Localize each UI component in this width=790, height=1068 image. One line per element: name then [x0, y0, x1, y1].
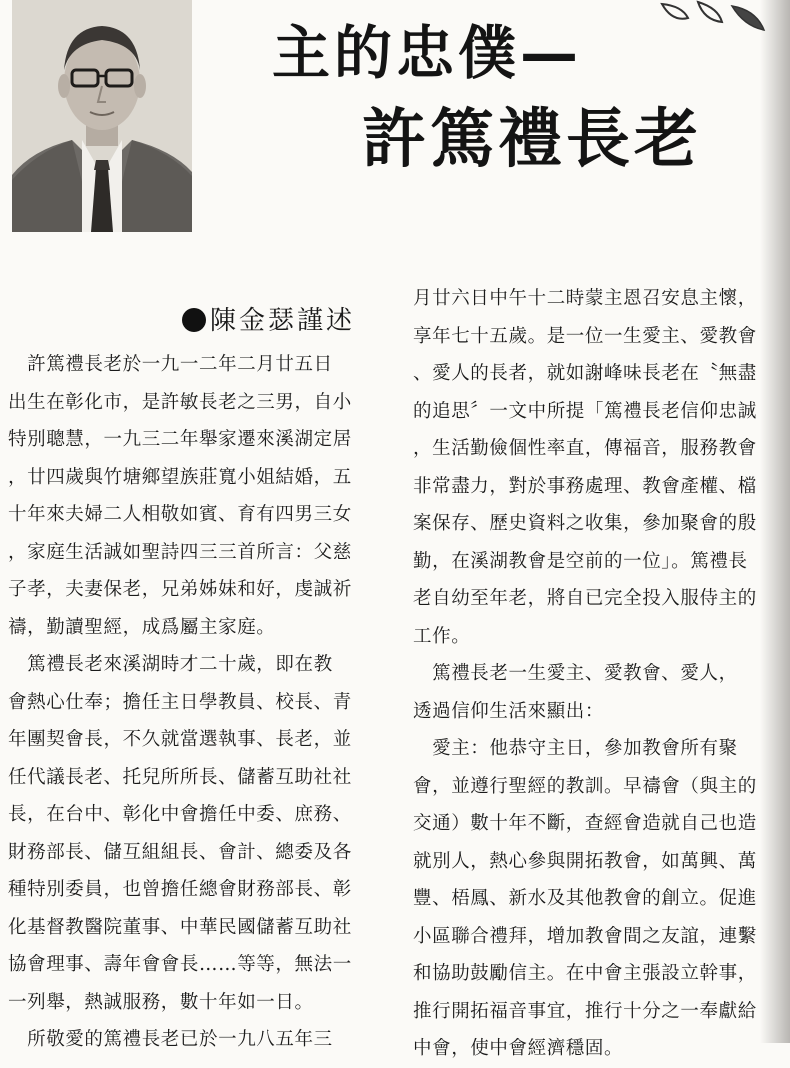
text-line: 任代議長老、托兒所所長、儲蓄互助社社 [8, 766, 352, 788]
text-line: 一列舉，熱誠服務，數十年如一日。 [8, 991, 314, 1013]
right-column [413, 280, 785, 1068]
text-line: 小區聯合禮拜，增加教會間之友誼，連繫 [413, 925, 757, 947]
byline [182, 300, 355, 337]
text-line: 禱，勤讀聖經，成爲屬主家庭。 [8, 616, 276, 638]
text-line: 出生在彰化市，是許敏長老之三男，自小 [8, 391, 352, 413]
text-line: 勤，在溪湖教會是空前的一位」。篤禮長 [413, 550, 748, 572]
text-line: ，家庭生活誠如聖詩四三三首所言：父慈 [8, 541, 352, 563]
text-line: 子孝，夫妻保老，兄弟姊妹和好，虔誠祈 [8, 579, 352, 600]
text-line: ，廿四歲與竹塘鄉望族莊寬小姐結婚，五 [8, 466, 352, 488]
text-line: ，生活勤儉個性率直，傳福音，服務教會 [413, 438, 757, 459]
text-line: 非常盡力，對於事務處理、教會產權、檔 [413, 475, 757, 497]
text-line: 年團契會長，不久就當選執事、長老，並 [8, 729, 352, 750]
text-line: 老自幼至年老，將自已完全投入服侍主的 [413, 588, 757, 609]
text-line: 篤禮長老來溪湖時才二十歲，即在教 [8, 654, 333, 675]
text-line: 就別人，熱心參與開拓教會，如萬興、萬 [413, 850, 757, 872]
text-line: 中會，使中會經濟穩固。 [413, 1038, 624, 1059]
text-line: 豐、梧鳳、新水及其他教會的創立。促進 [413, 888, 757, 909]
left-column [8, 346, 370, 1059]
text-line: 交通）數十年不斷，查經會造就自己也造 [413, 813, 757, 834]
text-line: 特別聰慧，一九三二年舉家遷來溪湖定居 [8, 429, 352, 450]
text-line: 和協助鼓勵信主。在中會主張設立幹事， [413, 963, 757, 984]
text-line: 種特別委員，也曾擔任總會財務部長、彰 [8, 879, 352, 900]
text-line: 會，並遵行聖經的教訓。早禱會（與主的 [413, 775, 757, 797]
text-line: 工作。 [413, 625, 471, 647]
text-line: 十年來夫婦二人相敬如賓、育有四男三女 [8, 504, 352, 525]
text-line: 協會理事、壽年會會長……等等，無法一 [8, 954, 352, 975]
leaf-ornament [652, 0, 772, 40]
portrait-image [12, 0, 192, 232]
text-line: 篤禮長老一生愛主、愛教會、愛人， [413, 663, 738, 684]
bullet-dot-icon [182, 308, 206, 332]
title-line-2: 許篤禮長老 [362, 103, 702, 177]
text-line: 化基督教醫院董事、中華民國儲蓄互助社 [8, 916, 352, 938]
text-line: 許篤禮長老於一九一二年二月廿五日 [8, 354, 333, 375]
text-line: 享年七十五歲。是一位一生愛主、愛教會 [413, 325, 757, 347]
title-line-1: 主的忠僕— [272, 19, 583, 87]
byline-author: 陳金瑟謹述 [210, 306, 356, 336]
text-line: 透過信仰生活來顯出： [413, 700, 605, 722]
text-line: 、愛人的長者，就如謝峰味長老在〝無盡 [413, 363, 757, 384]
text-line: 案保存、歷史資料之收集，參加聚會的殷 [413, 513, 757, 534]
text-line: 的追思〞一文中所提「篤禮長老信仰忠誠 [413, 400, 757, 422]
text-line: 推行開拓福音事宜，推行十分之一奉獻給 [413, 1000, 757, 1022]
portrait-photo [12, 0, 192, 232]
text-line: 所敬愛的篤禮長老已於一九八五年三 [8, 1029, 333, 1050]
text-line: 財務部長、儲互組組長、會計、總委及各 [8, 841, 352, 863]
text-line: 愛主：他恭守主日，參加教會所有聚 [413, 738, 738, 759]
text-line: 會熱心仕奉；擔任主日學教員、校長、青 [8, 691, 352, 713]
text-line: 長，在台中、彰化中會擔任中委、庶務、 [8, 804, 352, 825]
text-line: 月廿六日中午十二時蒙主恩召安息主懷， [413, 288, 757, 309]
